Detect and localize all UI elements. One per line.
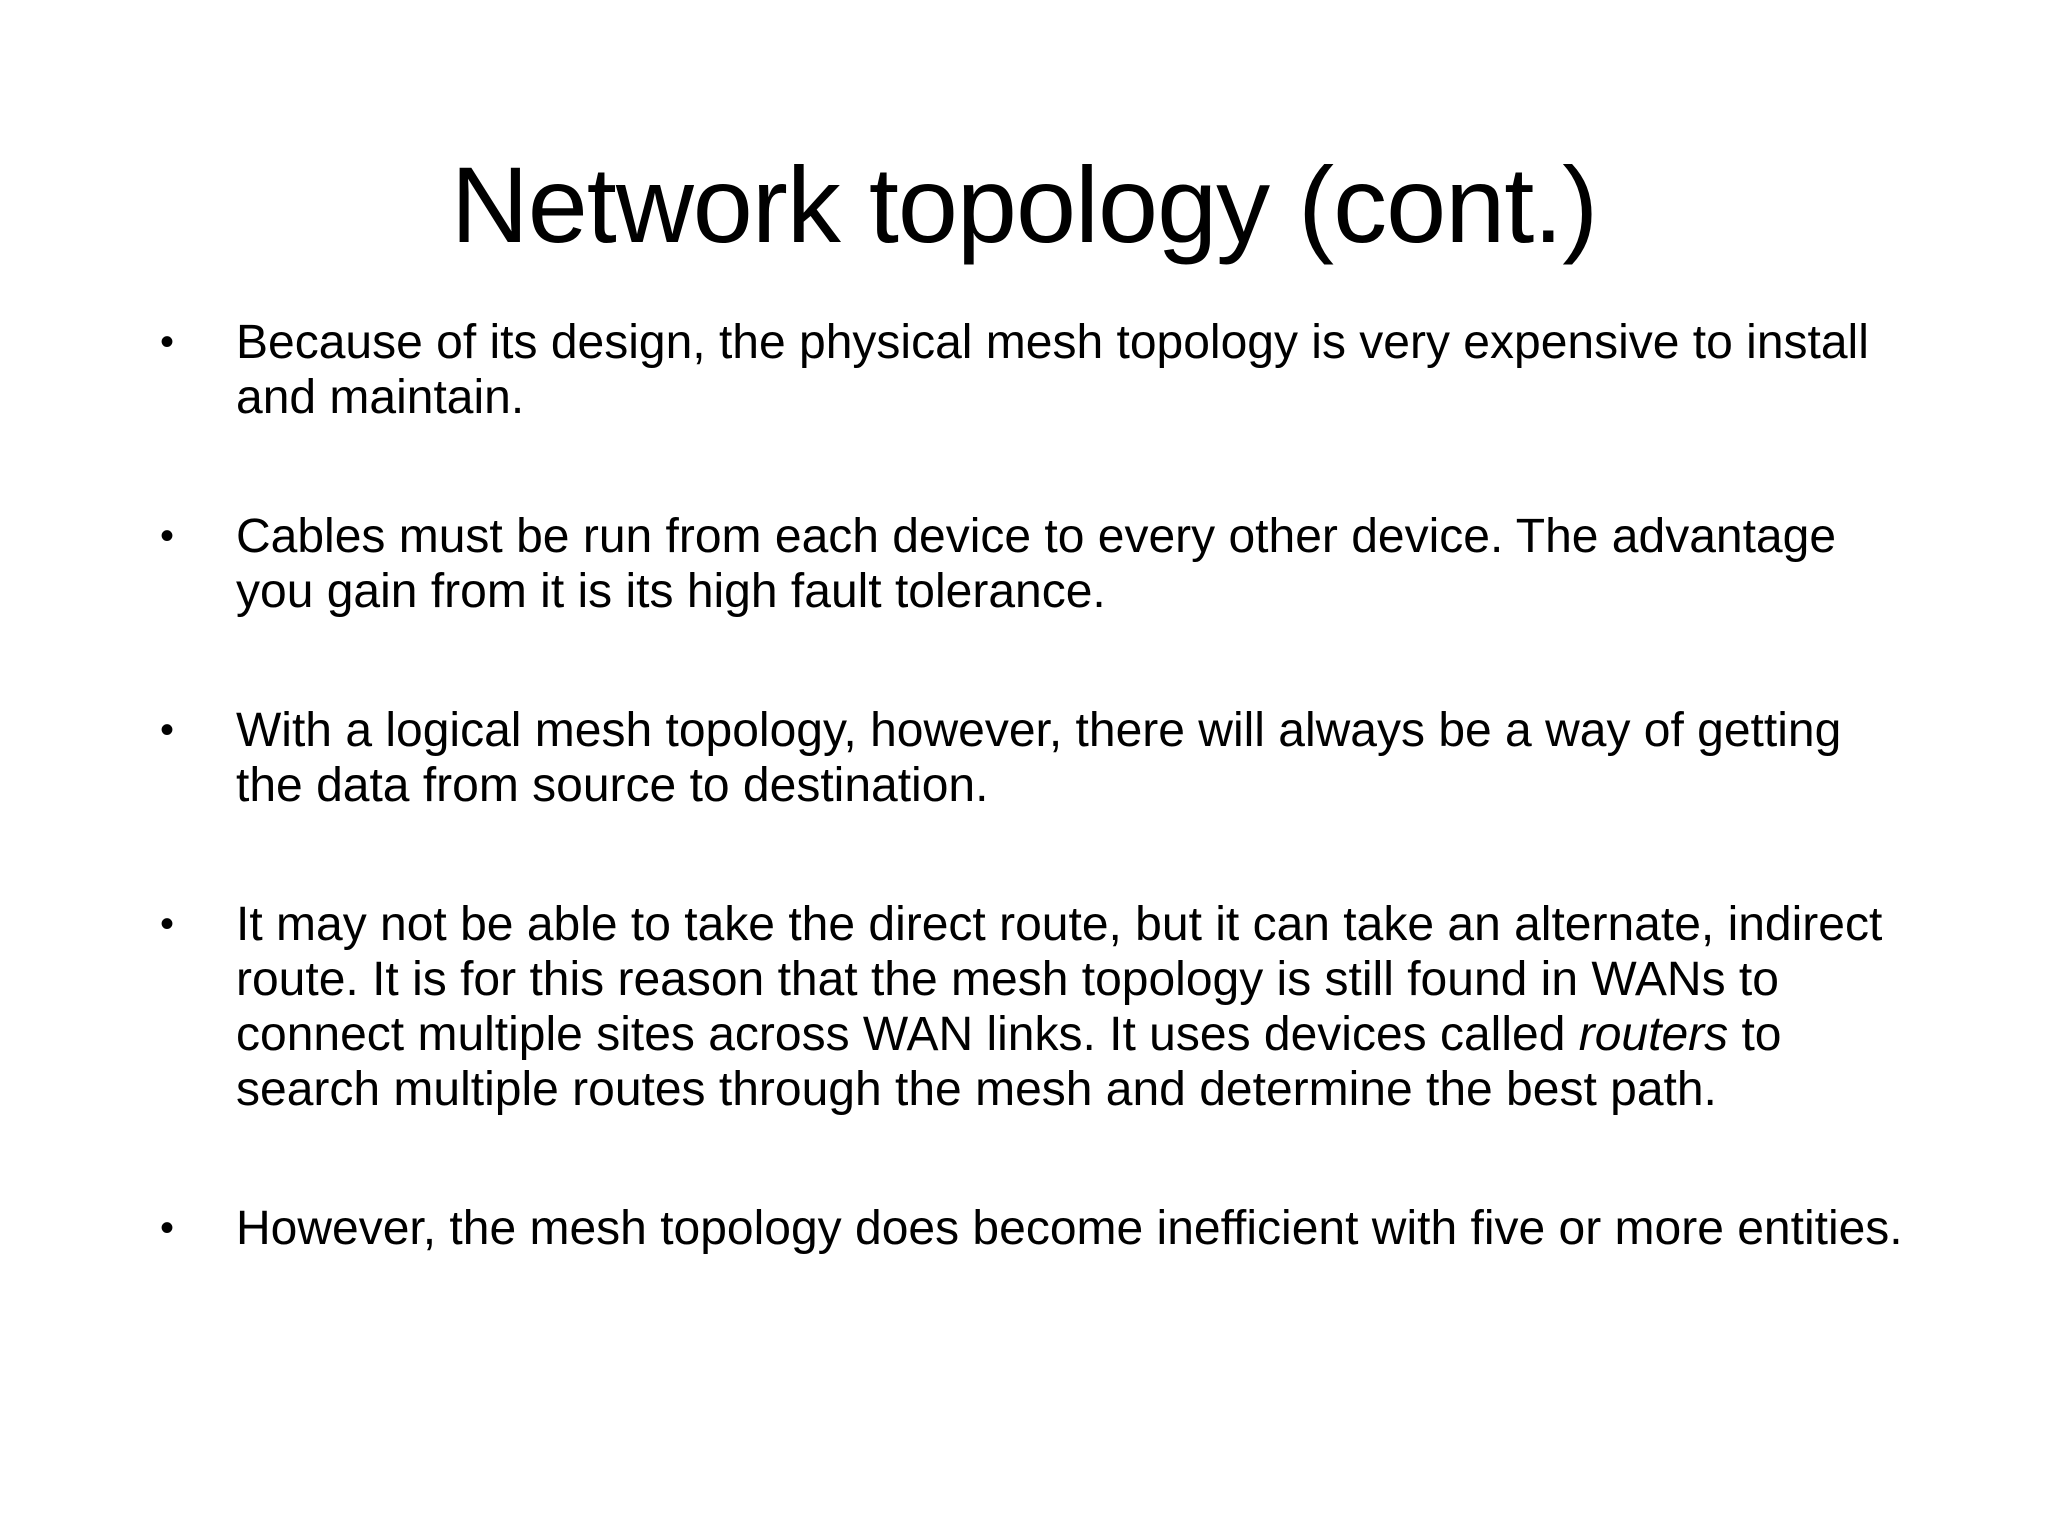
bullet-text-before: It may not be able to take the direct route, but it can take an alternate, indirect route. It is for this reason that the mesh topology is still found in WANs to connect multiple sites across WAN links. It uses devices called xyxy=(236,898,1883,1061)
bullet-item-logical-mesh xyxy=(156,703,1916,813)
bullet-icon: • xyxy=(160,320,175,364)
bullet-text: With a logical mesh topology, however, there will always be a way of getting the data from source to destination. xyxy=(236,704,1842,812)
bullet-list xyxy=(156,315,1916,1256)
routers-emphasis: routers xyxy=(1578,1008,1729,1061)
bullet-text: Because of its design, the physical mesh topology is very expensive to install and maintain. xyxy=(236,316,1869,424)
bullet-text xyxy=(236,897,1916,1117)
bullet-icon: • xyxy=(160,1206,175,1250)
bullet-text-after: to search multiple routes through the mesh and determine the best path. xyxy=(236,1008,1782,1116)
slide-title: Network topology (cont.) xyxy=(450,144,1598,265)
bullet-icon: • xyxy=(160,514,175,558)
bullet-item-inefficient xyxy=(156,1201,1916,1256)
bullet-text: Cables must be run from each device to every other device. The advantage you gain from it is its high fault tolerance. xyxy=(236,510,1837,618)
bullet-icon: • xyxy=(160,902,175,946)
bullet-icon: • xyxy=(160,708,175,752)
bullet-item-cables xyxy=(156,509,1916,619)
bullet-item-routers xyxy=(156,897,1916,1117)
bullet-item-design-cost xyxy=(156,315,1916,425)
bullet-text: However, the mesh topology does become inefficient with five or more entities. xyxy=(236,1202,1903,1255)
